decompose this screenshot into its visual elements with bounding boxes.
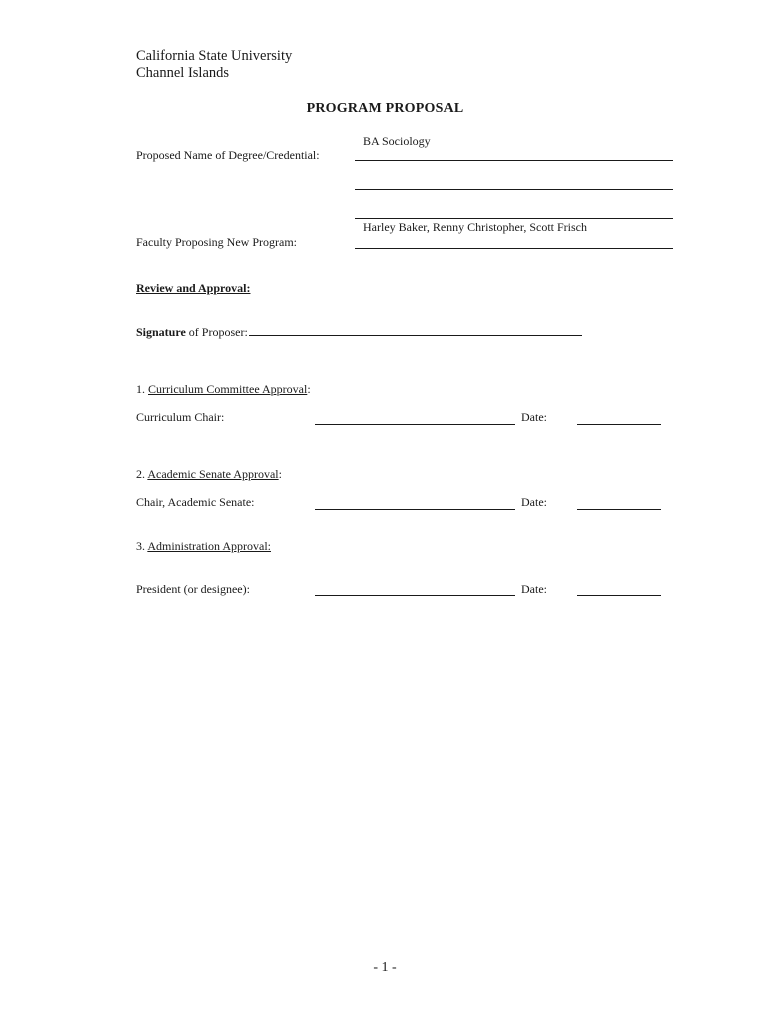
approval-step-1-title xyxy=(136,382,311,397)
signature-label-rest: of Proposer: xyxy=(185,325,248,339)
senate-chair-label: Chair, Academic Senate: xyxy=(136,495,255,509)
step-number: 2. xyxy=(136,467,148,481)
step-number: 3. xyxy=(136,539,148,553)
step-title-suffix: : xyxy=(307,382,311,396)
senate-date-label: Date: xyxy=(521,495,547,509)
faculty-label: Faculty Proposing New Program: xyxy=(136,235,297,249)
approval-step-2-title xyxy=(136,467,282,482)
step-title-text: Administration Approval: xyxy=(147,539,271,553)
president-date-line[interactable] xyxy=(577,595,661,596)
degree-line-2 xyxy=(355,189,673,190)
faculty-line xyxy=(355,248,673,249)
step-number: 1. xyxy=(136,382,148,396)
curriculum-chair-signature-line[interactable] xyxy=(315,424,515,425)
degree-line-1 xyxy=(355,160,673,161)
signature-label-bold: Signature xyxy=(136,325,186,339)
degree-line-3 xyxy=(355,218,673,219)
degree-value[interactable]: BA Sociology xyxy=(363,134,431,148)
faculty-value[interactable]: Harley Baker, Renny Christopher, Scott Frisch xyxy=(363,220,587,234)
curriculum-chair-label: Curriculum Chair: xyxy=(136,410,225,424)
step-title-text: Curriculum Committee Approval xyxy=(148,382,308,396)
step-title-suffix: : xyxy=(278,467,282,481)
approval-step-3-title xyxy=(136,539,271,554)
curriculum-date-label: Date: xyxy=(521,410,547,424)
institution-name-line2: Channel Islands xyxy=(136,65,230,81)
page-number: - 1 - xyxy=(373,960,397,975)
president-date-label: Date: xyxy=(521,582,547,596)
proposer-signature-line[interactable] xyxy=(136,325,582,340)
senate-chair-signature-line[interactable] xyxy=(315,509,515,510)
curriculum-date-line[interactable] xyxy=(577,424,661,425)
step-title-text: Academic Senate Approval xyxy=(147,467,279,481)
president-signature-line[interactable] xyxy=(315,595,515,596)
president-label: President (or designee): xyxy=(136,582,250,596)
degree-label: Proposed Name of Degree/Credential: xyxy=(136,148,320,162)
review-approval-heading: Review and Approval: xyxy=(136,281,251,295)
document-title: PROGRAM PROPOSAL xyxy=(306,101,464,116)
signature-blank[interactable] xyxy=(249,325,582,336)
institution-name-line1: California State University xyxy=(136,48,293,64)
senate-date-line[interactable] xyxy=(577,509,661,510)
